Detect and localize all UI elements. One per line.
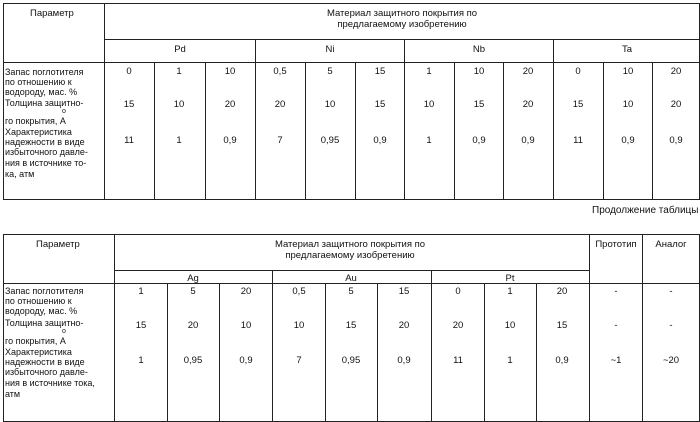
- table1-cell: 20: [670, 99, 682, 110]
- table2-cell: 0,95: [341, 355, 361, 366]
- table1-cell: 0,9: [669, 135, 683, 146]
- t1-group-line: [404, 39, 405, 200]
- t1-param-line: Запас поглотителя: [5, 67, 84, 77]
- t1-metal-pd: Pd: [174, 44, 186, 55]
- table1-cell: 1: [176, 66, 182, 77]
- t1-subcol-line: [652, 62, 653, 200]
- table1-cell: 20: [522, 66, 534, 77]
- t1-param-line: о: [62, 108, 66, 115]
- t2-material-subheader-line: [114, 270, 589, 271]
- t1-subcol-line: [355, 62, 356, 200]
- t1-header-bottom-line: [3, 62, 700, 63]
- table2-cell: 1: [138, 355, 144, 366]
- table1-cell: 0: [575, 66, 581, 77]
- table2-cell: 0,9: [239, 355, 253, 366]
- t2-metal-au: Au: [345, 273, 357, 284]
- table1-cell: 15: [123, 99, 135, 110]
- t2-material-header-line1: Материал защитного покрытия по: [274, 239, 426, 250]
- table1-cell: 0,9: [521, 135, 535, 146]
- t2-param-line: избыточного давле-: [5, 367, 88, 377]
- t2-param-line: Толщина защитно-: [5, 318, 84, 328]
- table1-cell: 10: [622, 99, 634, 110]
- t1-subcol-line: [503, 62, 504, 200]
- t1-subcol-line: [305, 62, 306, 200]
- table2-cell: 7: [296, 355, 302, 366]
- table2-cell: ~20: [662, 355, 680, 366]
- t2-param-line: Запас поглотителя: [5, 286, 84, 296]
- t2-param-line: водороду, мас. %: [5, 306, 78, 316]
- table2-cell: 10: [504, 320, 516, 331]
- table2-cell: -: [614, 320, 618, 331]
- table2-cell: 0,95: [183, 355, 203, 366]
- t1-material-header-line2: предлагаемому изобретению: [337, 19, 467, 30]
- t1-metal-ni: Ni: [325, 44, 335, 55]
- t1-metal-nb: Nb: [472, 44, 486, 55]
- table1-cell: 0,9: [223, 135, 237, 146]
- table2-cell: 10: [240, 320, 252, 331]
- t1-param-line: ка, атм: [5, 169, 35, 179]
- table2-cell: 5: [190, 286, 196, 297]
- table1-cell: 11: [573, 135, 583, 146]
- t1-group-line: [553, 39, 554, 200]
- t2-subcol-line: [377, 283, 378, 422]
- table-1: [3, 3, 700, 200]
- table2-cell: 15: [345, 320, 357, 331]
- table1-cell: 20: [670, 66, 682, 77]
- table1-cell: 11: [124, 135, 134, 146]
- t2-subcol-line: [325, 283, 326, 422]
- t1-param-line: го покрытия, А: [5, 116, 66, 126]
- table1-cell: 1: [176, 135, 182, 146]
- t1-subcol-line: [154, 62, 155, 200]
- t1-param-line: водороду, мас. %: [5, 87, 78, 97]
- table1-cell: 0: [126, 66, 132, 77]
- t1-param-line: ния в источнике то-: [5, 158, 87, 168]
- t2-subcol-line: [484, 283, 485, 422]
- table1-cell: 0,9: [472, 135, 486, 146]
- t2-group-line: [272, 270, 273, 422]
- table2-cell: 5: [348, 286, 354, 297]
- table2-cell: 20: [398, 320, 410, 331]
- table1-cell: 0,95: [320, 135, 340, 146]
- table2-cell: 15: [398, 286, 410, 297]
- t2-param-column-line: [114, 234, 115, 422]
- t1-param-line: надежности в виде: [5, 137, 85, 147]
- table1-cell: 20: [274, 99, 286, 110]
- t1-param-header: Параметр: [30, 8, 74, 19]
- t1-param-line: избыточного давле-: [5, 147, 88, 157]
- table1-cell: 10: [473, 66, 485, 77]
- table1-cell: 10: [324, 99, 336, 110]
- table1-cell: 15: [473, 99, 485, 110]
- t2-param-line: Характеристика: [5, 347, 72, 357]
- table1-cell: 10: [622, 66, 634, 77]
- table2-cell: 0,9: [555, 355, 569, 366]
- continuation-label: Продолжение таблицы: [592, 205, 699, 216]
- table2-cell: 0,9: [397, 355, 411, 366]
- t2-metal-pt: Pt: [505, 273, 515, 284]
- t1-param-column-line: [104, 3, 105, 200]
- table1-cell: 1: [426, 66, 432, 77]
- table2-cell: 20: [240, 286, 252, 297]
- table2-cell: 0,5: [292, 286, 306, 297]
- table2-cell: 20: [556, 286, 568, 297]
- t1-param-line: Толщина защитно-: [5, 98, 84, 108]
- t2-param-line: о: [62, 328, 66, 335]
- t1-param-line: по отношению к: [5, 77, 72, 87]
- t2-group-line: [431, 270, 432, 422]
- table1-cell: 10: [224, 66, 236, 77]
- t2-subcol-line: [167, 283, 168, 422]
- table2-cell: 20: [452, 320, 464, 331]
- table1-cell: 0,9: [373, 135, 387, 146]
- table1-cell: 5: [327, 66, 333, 77]
- table1-cell: 15: [374, 66, 386, 77]
- table2-cell: 1: [507, 286, 513, 297]
- table1-cell: 10: [173, 99, 185, 110]
- t2-param-line: надежности в виде: [5, 357, 85, 367]
- table1-cell: 15: [572, 99, 584, 110]
- table1-cell: 20: [522, 99, 534, 110]
- table2-cell: ~1: [610, 355, 622, 366]
- t1-material-subheader-line: [104, 39, 700, 40]
- t1-subcol-line: [205, 62, 206, 200]
- t2-param-header: Параметр: [36, 239, 80, 250]
- t2-param-line: го покрытия, А: [5, 336, 66, 346]
- t2-subcol-line: [219, 283, 220, 422]
- t2-metal-ag: Ag: [187, 273, 199, 284]
- table1-cell: 0,9: [621, 135, 635, 146]
- table2-cell: -: [669, 286, 673, 297]
- table1-cell: 0,5: [273, 66, 287, 77]
- t2-param-line: атм: [5, 389, 21, 399]
- t1-material-header-line1: Материал защитного покрытия по: [326, 8, 478, 19]
- t1-metal-ta: Ta: [621, 44, 633, 55]
- table2-cell: 20: [187, 320, 199, 331]
- t1-subcol-line: [603, 62, 604, 200]
- table2-cell: 11: [453, 355, 463, 366]
- table1-cell: 20: [224, 99, 236, 110]
- table1-cell: 15: [374, 99, 386, 110]
- t2-prototype-line: [589, 234, 590, 422]
- t2-prototype-header: Прототип: [595, 239, 637, 250]
- t2-param-line: ния в источнике тока,: [5, 378, 95, 388]
- table2-cell: 1: [507, 355, 513, 366]
- table2-cell: 15: [135, 320, 147, 331]
- table2-cell: 1: [138, 286, 144, 297]
- t2-material-header-line2: предлагаемому изобретению: [285, 250, 415, 261]
- table1-cell: 10: [423, 99, 435, 110]
- table2-cell: -: [614, 286, 618, 297]
- table2-cell: 0: [455, 286, 461, 297]
- t1-param-line: Характеристика: [5, 127, 72, 137]
- table2-cell: -: [669, 320, 673, 331]
- table2-cell: 10: [293, 320, 305, 331]
- t2-analog-header: Аналог: [655, 239, 687, 250]
- t1-subcol-line: [454, 62, 455, 200]
- table1-cell: 1: [426, 135, 432, 146]
- t1-group-line: [255, 39, 256, 200]
- table2-cell: 15: [556, 320, 568, 331]
- t2-subcol-line: [536, 283, 537, 422]
- t2-param-line: по отношению к: [5, 296, 72, 306]
- table1-cell: 7: [277, 135, 283, 146]
- t2-analog-line: [642, 234, 643, 422]
